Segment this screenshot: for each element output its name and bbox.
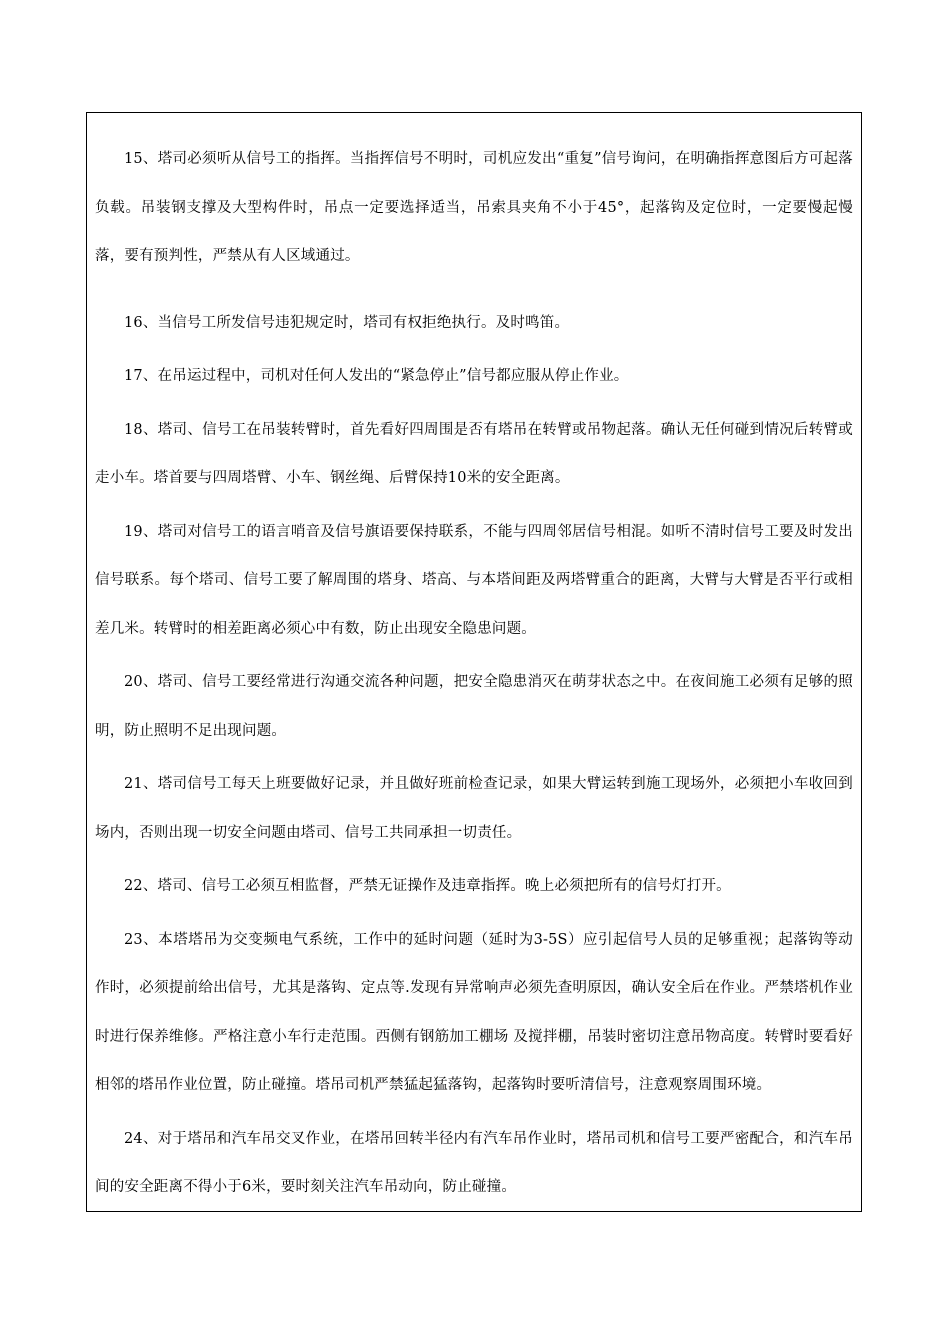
paragraph-22: 22、塔司、信号工必须互相监督，严禁无证操作及违章指挥。晚上必须把所有的信号灯打开。 (124, 878, 731, 894)
paragraph-24: 24、对于塔吊和汽车吊交叉作业，在塔吊回转半径内有汽车吊作业时，塔吊司机和信号工要严密配合，和汽车吊间的安全距离不得小于6米，要时刻关注汽车吊动向，防止碰撞。 (95, 1130, 853, 1195)
paragraph-21: 21、塔司信号工每天上班要做好记录，并且做好班前检查记录，如果大臂运转到施工现场外，必须把小车收回到场内，否则出现一切安全问题由塔司、信号工共同承担一切责任。 (95, 776, 853, 841)
paragraph-23: 23、本塔塔吊为交变频电气系统，工作中的延时问题（延时为3-5S）应引起信号人员的足够重视；起落钩等动作时，必须提前给出信号，尤其是落钩、定点等.发现有异常响声必须先查明原因，确认安全后在作业。严禁塔机作业时进行保养维修。严格注意小车行走范围。西侧有钢筋加工棚场 及搅拌棚，吊装时密切注意吊物高度。转臂时要看好相邻的塔吊作业位置，防止碰撞。塔吊司机严禁猛起猛落钩，起落钩时要听清信号，注意观察周围环境。 (95, 931, 853, 1093)
paragraph-20: 20、塔司、信号工要经常进行沟通交流各种问题，把安全隐患消灭在萌芽状态之中。在夜间施工必须有足够的照明，防止照明不足出现问题。 (95, 674, 853, 739)
paragraph-15: 15、塔司必须听从信号工的指挥。当指挥信号不明时，司机应发出“重复”信号询问，在明确指挥意图后方可起落负载。吊装钢支撑及大型构件时，吊点一定要选择适当，吊索具夹角不小于45°，起落钩及定位时，一定要慢起慢落，要有预判性，严禁从有人区域通过。 (95, 151, 853, 264)
paragraph-17: 17、在吊运过程中，司机对任何人发出的“紧急停止”信号都应服从停止作业。 (124, 368, 629, 384)
paragraph-16: 16、当信号工所发信号违犯规定时，塔司有权拒绝执行。及时鸣笛。 (124, 314, 570, 331)
document-frame (86, 112, 862, 1212)
paragraph-19: 19、塔司对信号工的语言哨音及信号旗语要保持联系，不能与四周邻居信号相混。如听不清时信号工要及时发出信号联系。每个塔司、信号工要了解周围的塔身、塔高、与本塔间距及两塔臂重合的距离，大臂与大臂是否平行或相差几米。转臂时的相差距离必须心中有数，防止出现安全隐患问题。 (95, 523, 853, 637)
paragraph-18: 18、塔司、信号工在吊装转臂时，首先看好四周围是否有塔吊在转臂或吊物起落。确认无任何碰到情况后转臂或走小车。塔首要与四周塔臂、小车、钢丝绳、后臂保持10米的安全距离。 (95, 421, 853, 486)
